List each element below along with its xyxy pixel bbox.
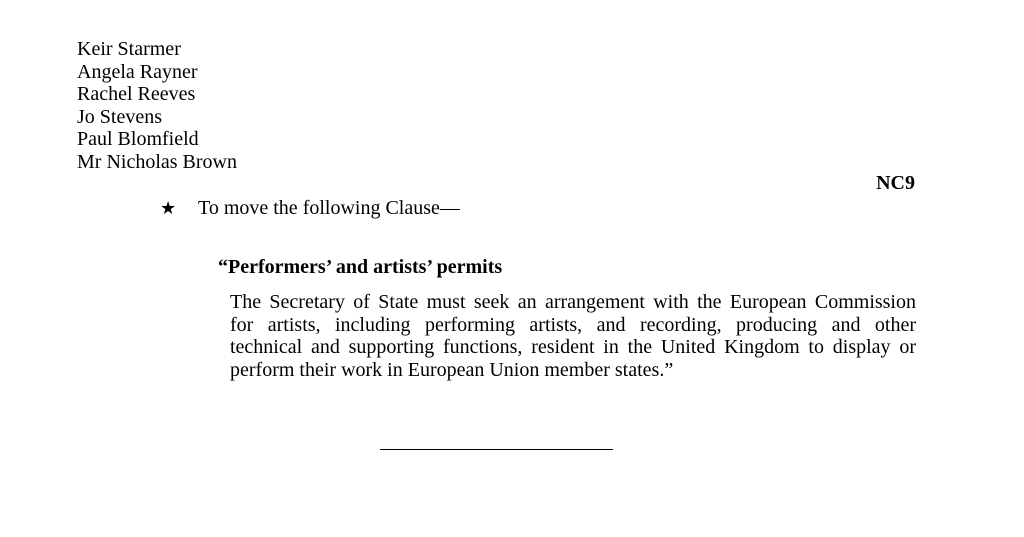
clause-body [230,291,916,381]
sponsor-name: Paul Blomfield [77,128,199,151]
motion-line [160,196,460,220]
sponsor-name: Keir Starmer [77,38,181,60]
sponsor-name: Jo Stevens [77,105,162,128]
sponsor-name: Rachel Reeves [77,83,196,106]
sponsor-name: Angela Rayner [77,60,198,83]
clause-body-line: for artists, including performing artists, and recording, producing and other [230,313,916,336]
sponsor-list [77,38,237,174]
clause-title: “Performers’ and artists’ permits [218,256,503,278]
amendment-number: NC9 [876,172,915,194]
end-divider [380,449,613,450]
sponsor-name: Mr Nicholas Brown [77,150,237,173]
clause-body-line: technical and supporting functions, resident in the United Kingdom to display or [230,336,916,358]
clause-body-line: perform their work in European Union member states.” [230,358,674,381]
star-icon: ★ [160,198,177,218]
clause-body-line: The Secretary of State must seek an arrangement with the European Commission [230,291,916,313]
motion-text: To move the following Clause— [198,197,460,219]
